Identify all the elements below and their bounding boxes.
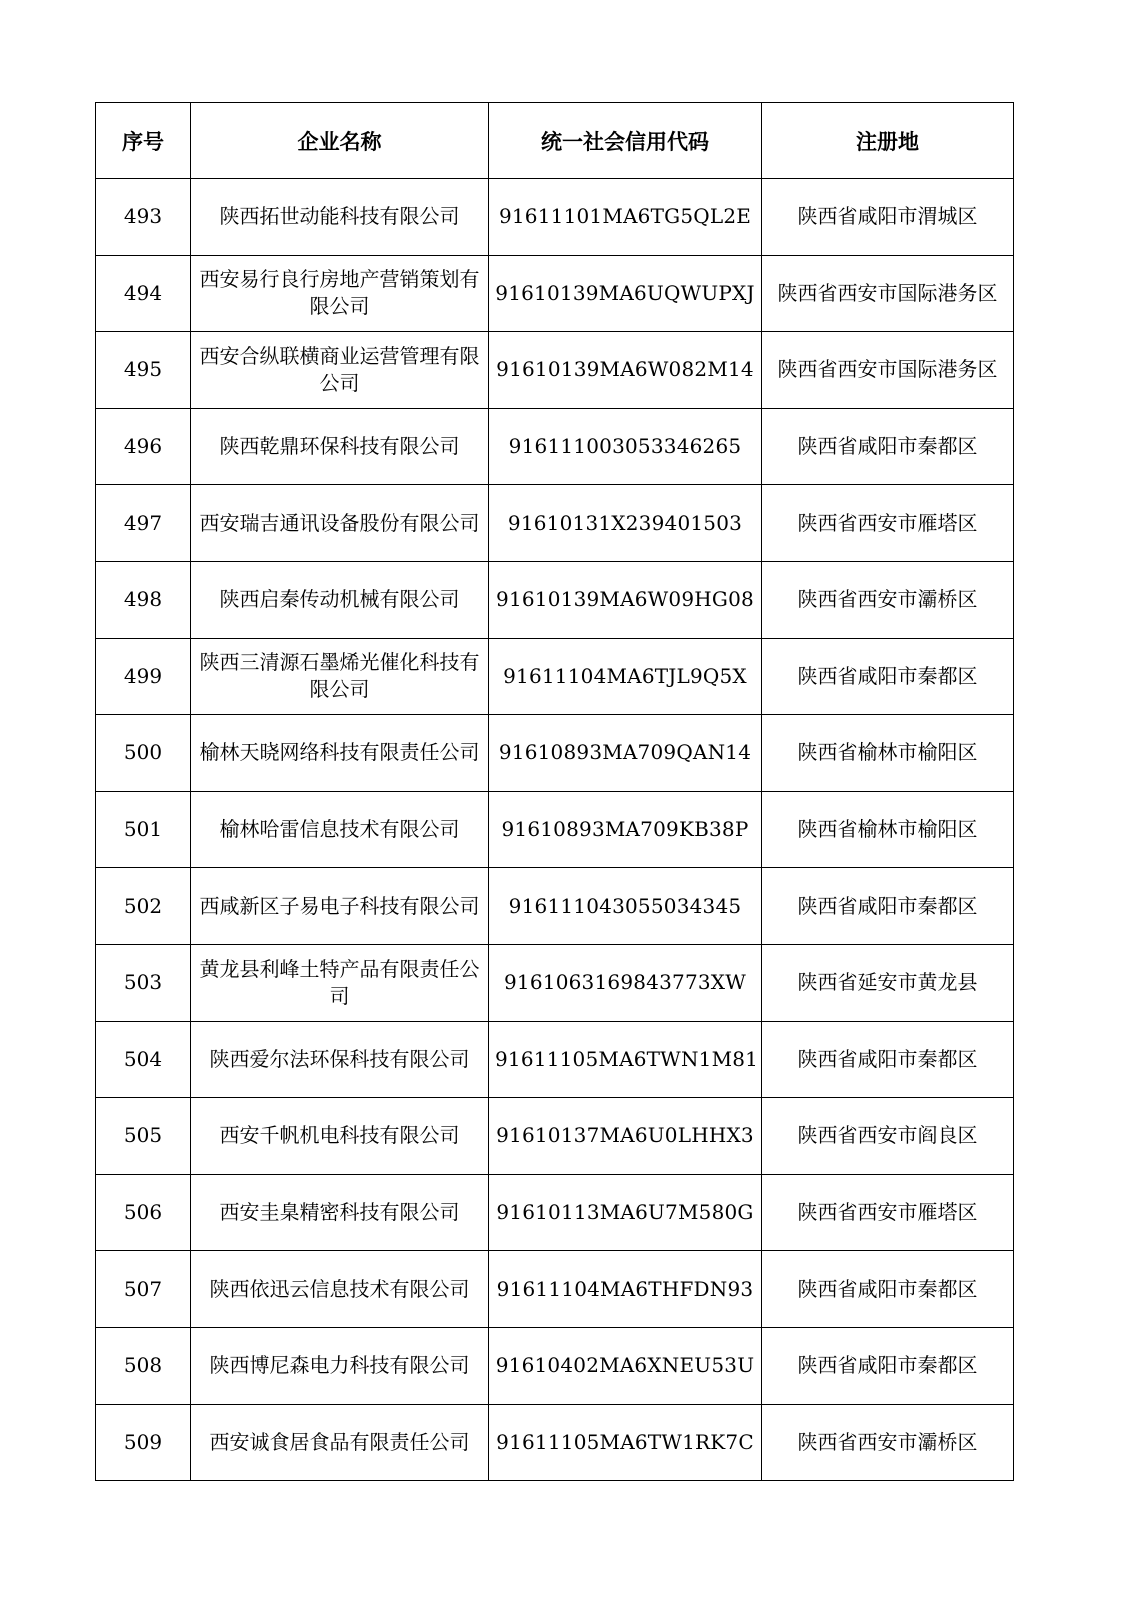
cell-seq: 509 [96,1404,191,1481]
cell-seq: 500 [96,715,191,792]
cell-registered-place: 陕西省西安市灞桥区 [762,561,1014,638]
cell-company-name: 西安千帆机电科技有限公司 [191,1098,489,1175]
cell-credit-code: 91611101MA6TG5QL2E [489,179,762,256]
cell-credit-code: 91610139MA6W082M14 [489,332,762,409]
cell-credit-code: 91611105MA6TWN1M81 [489,1021,762,1098]
cell-registered-place: 陕西省延安市黄龙县 [762,944,1014,1021]
table-row [96,1174,1014,1251]
header-seq: 序号 [96,103,191,179]
cell-company-name: 西安圭臬精密科技有限公司 [191,1174,489,1251]
cell-credit-code: 91610131X239401503 [489,485,762,562]
cell-seq: 499 [96,638,191,715]
cell-credit-code: 91611105MA6TW1RK7C [489,1404,762,1481]
cell-registered-place: 陕西省榆林市榆阳区 [762,715,1014,792]
cell-registered-place: 陕西省咸阳市秦都区 [762,1251,1014,1328]
cell-registered-place: 陕西省西安市雁塔区 [762,485,1014,562]
cell-credit-code: 91610139MA6W09HG08 [489,561,762,638]
cell-company-name: 陕西三清源石墨烯光催化科技有限公司 [191,638,489,715]
cell-registered-place: 陕西省西安市阎良区 [762,1098,1014,1175]
table-body [96,179,1014,1481]
enterprise-table [95,102,1014,1481]
cell-company-name: 陕西启秦传动机械有限公司 [191,561,489,638]
cell-seq: 506 [96,1174,191,1251]
table-row [96,1404,1014,1481]
cell-seq: 493 [96,179,191,256]
cell-registered-place: 陕西省西安市雁塔区 [762,1174,1014,1251]
cell-registered-place: 陕西省咸阳市秦都区 [762,408,1014,485]
cell-credit-code: 91611104MA6THFDN93 [489,1251,762,1328]
cell-registered-place: 陕西省咸阳市秦都区 [762,1327,1014,1404]
table-row [96,944,1014,1021]
cell-company-name: 陕西爱尔法环保科技有限公司 [191,1021,489,1098]
cell-company-name: 西安合纵联横商业运营管理有限公司 [191,332,489,409]
cell-registered-place: 陕西省西安市灞桥区 [762,1404,1014,1481]
cell-registered-place: 陕西省咸阳市秦都区 [762,868,1014,945]
cell-seq: 494 [96,255,191,332]
table-row [96,868,1014,945]
cell-registered-place: 陕西省榆林市榆阳区 [762,791,1014,868]
cell-credit-code: 91610137MA6U0LHHX3 [489,1098,762,1175]
cell-credit-code: 91610113MA6U7M580G [489,1174,762,1251]
table-row [96,255,1014,332]
cell-company-name: 榆林天晓网络科技有限责任公司 [191,715,489,792]
cell-credit-code: 91610893MA709QAN14 [489,715,762,792]
table-row [96,1251,1014,1328]
cell-registered-place: 陕西省咸阳市秦都区 [762,1021,1014,1098]
cell-company-name: 榆林哈雷信息技术有限公司 [191,791,489,868]
cell-seq: 504 [96,1021,191,1098]
cell-credit-code: 916111043055034345 [489,868,762,945]
cell-company-name: 西咸新区子易电子科技有限公司 [191,868,489,945]
cell-credit-code: 91610893MA709KB38P [489,791,762,868]
table-row [96,1098,1014,1175]
cell-credit-code: 91610139MA6UQWUPXJ [489,255,762,332]
cell-seq: 503 [96,944,191,1021]
cell-company-name: 陕西拓世动能科技有限公司 [191,179,489,256]
cell-company-name: 陕西乾鼎环保科技有限公司 [191,408,489,485]
cell-seq: 505 [96,1098,191,1175]
cell-seq: 498 [96,561,191,638]
cell-company-name: 西安瑞吉通讯设备股份有限公司 [191,485,489,562]
header-registered-place: 注册地 [762,103,1014,179]
header-company-name: 企业名称 [191,103,489,179]
cell-company-name: 陕西博尼森电力科技有限公司 [191,1327,489,1404]
table-row [96,1021,1014,1098]
cell-seq: 497 [96,485,191,562]
cell-seq: 508 [96,1327,191,1404]
cell-credit-code: 9161063169843773XW [489,944,762,1021]
table-row [96,715,1014,792]
table-row [96,561,1014,638]
table-row [96,332,1014,409]
cell-credit-code: 91611104MA6TJL9Q5X [489,638,762,715]
cell-company-name: 黄龙县利峰土特产品有限责任公司 [191,944,489,1021]
cell-registered-place: 陕西省西安市国际港务区 [762,332,1014,409]
cell-registered-place: 陕西省西安市国际港务区 [762,255,1014,332]
table-row [96,791,1014,868]
table-row [96,485,1014,562]
cell-seq: 495 [96,332,191,409]
cell-registered-place: 陕西省咸阳市秦都区 [762,638,1014,715]
cell-credit-code: 91610402MA6XNEU53U [489,1327,762,1404]
table-header-row [96,103,1014,179]
header-credit-code: 统一社会信用代码 [489,103,762,179]
cell-company-name: 西安易行良行房地产营销策划有限公司 [191,255,489,332]
table-row [96,408,1014,485]
cell-credit-code: 916111003053346265 [489,408,762,485]
table-row [96,638,1014,715]
table-row [96,1327,1014,1404]
cell-company-name: 西安诚食居食品有限责任公司 [191,1404,489,1481]
cell-company-name: 陕西依迅云信息技术有限公司 [191,1251,489,1328]
cell-registered-place: 陕西省咸阳市渭城区 [762,179,1014,256]
cell-seq: 501 [96,791,191,868]
cell-seq: 496 [96,408,191,485]
cell-seq: 507 [96,1251,191,1328]
table-row [96,179,1014,256]
cell-seq: 502 [96,868,191,945]
